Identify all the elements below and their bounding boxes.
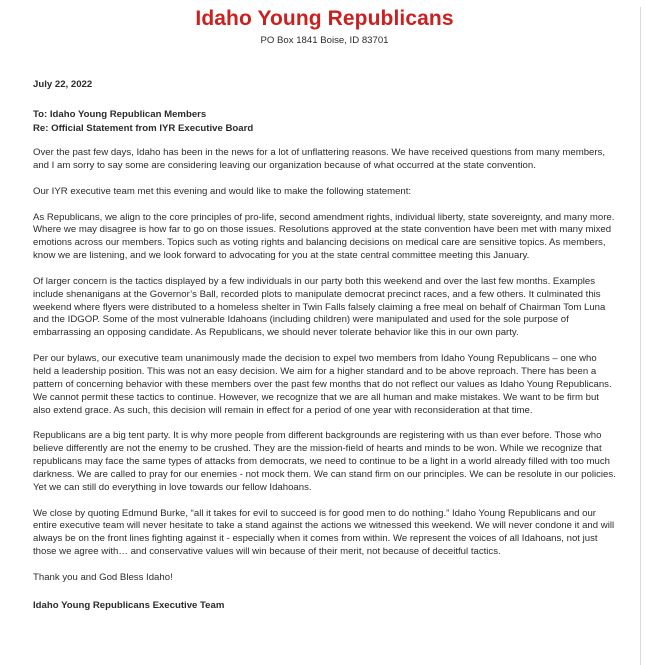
body-paragraph: As Republicans, we align to the core principles of pro-life, second amendment rights, individual liberty, state sovereignty, and many more. Where we may disagree is how far to go on those issues. Resolutions approved at the state convention have been met with many mixed emotions across our members. Topics such as voting rights and balancing decisions on medical care are sensitive topics. As members, know we are listening, and we look forward to advocating for you at the state central committee meeting this January. (33, 211, 615, 262)
body-paragraph: Of larger concern is the tactics displayed by a few individuals in our party both this weekend and over the last few months. Examples include shenanigans at the Governor’s Ball, recorded plots to manipulate democrat precinct races, and a few others. It culminated this weekend where flyers were distributed to a homeless shelter in Twin Falls falsely claiming a free meal on behalf of Chairman Tom Luna and the IDGOP. Some of the most vulnerable Idahoans (including children) were manipulated and used for the sole purpose of embarrassing an opposing candidate. As Republicans, we should never tolerate behavior like this in our own party. (33, 275, 606, 339)
organization-title: Idaho Young Republicans (195, 7, 454, 30)
page-edge-divider (640, 7, 641, 665)
letter-page (0, 7, 646, 665)
memo-re: Re: Official Statement from IYR Executive Board (33, 122, 254, 134)
organization-address: PO Box 1841 Boise, ID 83701 (260, 35, 389, 46)
memo-header (33, 108, 616, 135)
body-paragraph: Per our bylaws, our executive team unanimously made the decision to expel two members from Idaho Young Republicans – one who held a leadership position. This was not an easy decision. We aim for a higher standard and to be above reproach. There has been a pattern of concerning behavior with these members over the past few months that do not reflect our values as Idaho Young Republicans. We cannot permit these tactics to continue. However, we recognize that we are all human and make mistakes. We want to be firm but also extend grace. As such, this decision will remain in effect for a period of one year with reconsideration at that time. (33, 353, 612, 416)
signature: Idaho Young Republicans Executive Team (33, 599, 225, 611)
body-paragraph: Over the past few days, Idaho has been in the news for a lot of unflattering reasons. We have received questions from many members, and I am sorry to say some are considering leaving our organization because of what occurred at the state convention. (33, 147, 606, 171)
closing-line: Thank you and God Bless Idaho! (33, 571, 173, 583)
memo-to: To: Idaho Young Republican Members (33, 109, 207, 120)
body-paragraph: Republicans are a big tent party. It is why more people from different backgrounds are registering with us than ever before. Those who believe differently are not the enemy to be crushed. They are the mission-field of hearts and minds to be won. While we recognize that republicans may face the same types of attacks from democrats, we need to continue to be a light in a world already filled with too much darkness. We are called to pray for our enemies - not mock them. We can stand firm on our principles. We can be resolute in our policies. Yet we can still do everything in love towards our fellow Idahoans. (33, 430, 616, 493)
body-paragraph: Our IYR executive team met this evening and would like to make the following statement: (33, 185, 412, 197)
letter-date: July 22, 2022 (33, 79, 93, 90)
body-paragraph: We close by quoting Edmund Burke, “all it takes for evil to succeed is for good men to do nothing.” Idaho Young Republicans and our entire executive team will never hesitate to take a stand against the actions we witnessed this weekend. We will never condone it and will always be on the front lines fighting against it - especially when it comes from within. We represent the voices of all Idahoans, not just those we agree with… and conservative values will win because of their merit, not because of deceitful tactics. (33, 507, 615, 558)
